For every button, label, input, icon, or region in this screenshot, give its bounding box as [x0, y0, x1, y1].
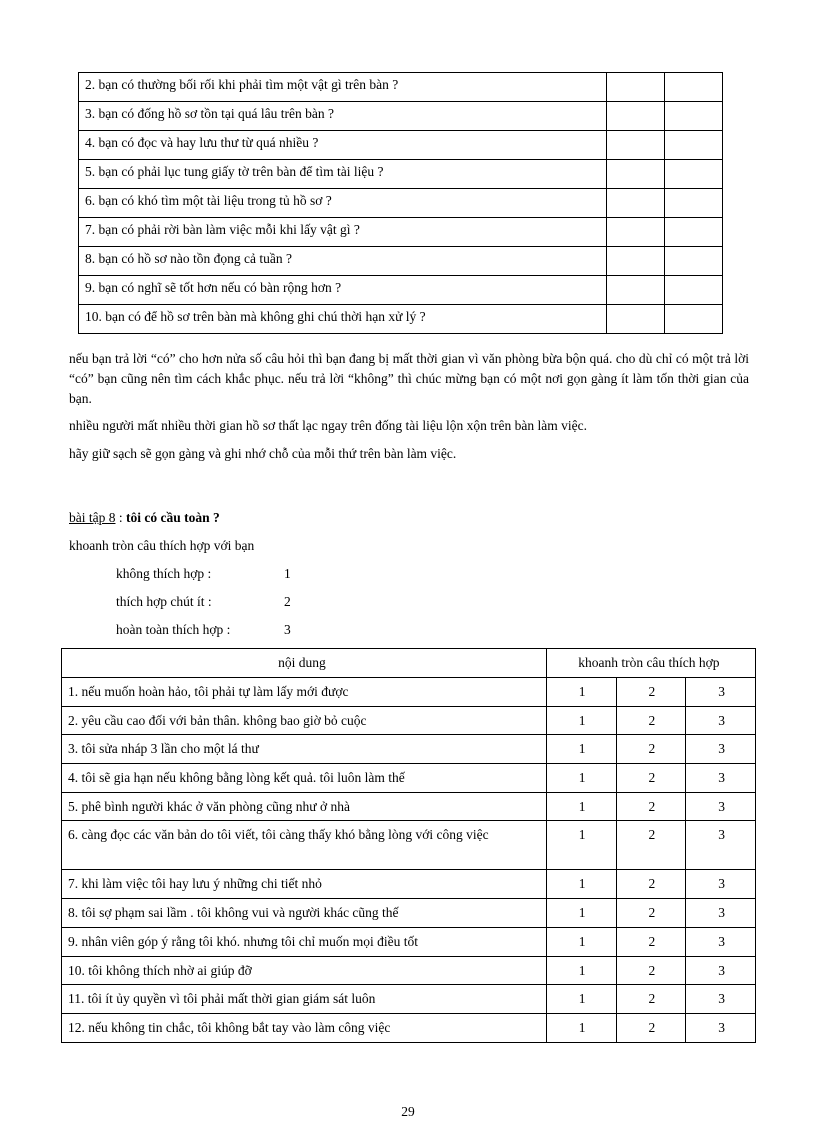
result-paragraph: nếu bạn trả lời “có” cho hơn nửa số câu hỏi thì bạn đang bị mất thời gian vì văn phòng bừa bộn quá. cho dù chỉ có một trả lời “có” bạn cũng nên tìm cách khắc phục. nếu trả lời “không” thì chúc mừng bạn có một nơi gọn gàng ít làm tốn thời gian của bạn.	[69, 351, 749, 406]
table-row	[79, 247, 723, 276]
choice-2[interactable]: 2	[616, 706, 686, 735]
table-row	[62, 1013, 756, 1042]
answer-cell	[607, 189, 665, 218]
question-cell: 4. bạn có đọc và hay lưu thư từ quá nhiều ?	[79, 131, 607, 160]
header-content: nội dung	[62, 649, 547, 678]
answer-cell	[665, 305, 723, 334]
choice-1[interactable]: 1	[546, 706, 616, 735]
choice-3[interactable]: 3	[686, 927, 756, 956]
statement-text: 2. yêu cầu cao đối với bản thân. không bao giờ bỏ cuộc	[68, 712, 367, 728]
choice-2[interactable]: 2	[616, 1013, 686, 1042]
table-row	[62, 678, 756, 707]
survey-table-1	[78, 72, 723, 334]
option-value: 2	[284, 594, 291, 609]
option-label: thích hợp chút ít :	[116, 594, 212, 609]
choice-1[interactable]: 1	[546, 678, 616, 707]
answer-cell	[607, 160, 665, 189]
table-row	[79, 276, 723, 305]
choice-2[interactable]: 2	[616, 956, 686, 985]
statement-text: 7. khi làm việc tôi hay lưu ý những chi tiết nhỏ	[68, 876, 322, 892]
table-header-row	[62, 649, 756, 678]
question-cell: 9. bạn có nghĩ sẽ tốt hơn nếu có bàn rộng hơn ?	[79, 276, 607, 305]
statement-text: 11. tôi ít ủy quyền vì tôi phải mất thời gian giám sát luôn	[68, 991, 376, 1007]
exercise-separator: :	[115, 510, 127, 525]
question-cell: 10. bạn có để hồ sơ trên bàn mà không ghi chú thời hạn xử lý ?	[79, 305, 607, 334]
statement-cell	[62, 870, 547, 899]
question-cell: 8. bạn có hồ sơ nào tồn đọng cả tuần ?	[79, 247, 607, 276]
table-row	[79, 73, 723, 102]
table-row	[62, 821, 756, 870]
question-cell: 3. bạn có đống hồ sơ tồn tại quá lâu trên bàn ?	[79, 102, 607, 131]
choice-1[interactable]: 1	[546, 985, 616, 1014]
choice-2[interactable]: 2	[616, 792, 686, 821]
table-row	[79, 218, 723, 247]
answer-cell	[665, 276, 723, 305]
table-row	[62, 764, 756, 793]
choice-3[interactable]: 3	[686, 764, 756, 793]
statement-cell	[62, 927, 547, 956]
survey-table-2	[61, 648, 756, 1043]
choice-3[interactable]: 3	[686, 735, 756, 764]
answer-cell	[665, 73, 723, 102]
choice-2[interactable]: 2	[616, 870, 686, 899]
statement-text: 12. nếu không tin chắc, tôi không bắt tay vào làm công việc	[68, 1019, 391, 1035]
choice-3[interactable]: 3	[686, 792, 756, 821]
statement-text: 9. nhân viên góp ý rằng tôi khó. nhưng tôi chỉ muốn mọi điều tốt	[68, 933, 419, 949]
statement-cell	[62, 735, 547, 764]
choice-1[interactable]: 1	[546, 927, 616, 956]
table-row	[62, 899, 756, 928]
instruction-text: khoanh tròn câu thích hợp với bạn	[69, 538, 255, 553]
table-row	[79, 102, 723, 131]
choice-1[interactable]: 1	[546, 764, 616, 793]
choice-3[interactable]: 3	[686, 678, 756, 707]
question-cell: 2. bạn có thường bối rối khi phải tìm một vật gì trên bàn ?	[79, 73, 607, 102]
statement-cell	[62, 792, 547, 821]
choice-2[interactable]: 2	[616, 927, 686, 956]
choice-3[interactable]: 3	[686, 706, 756, 735]
statement-text: 1. nếu muốn hoàn hảo, tôi phải tự làm lấy mới được	[68, 684, 349, 699]
statement-text: 5. phê bình người khác ở văn phòng cũng như ở nhà	[68, 798, 351, 814]
statement-text: 10. tôi không thích nhờ ai giúp đỡ	[68, 962, 252, 978]
choice-2[interactable]: 2	[616, 764, 686, 793]
choice-1[interactable]: 1	[546, 870, 616, 899]
note-paragraph: nhiều người mất nhiều thời gian hồ sơ thất lạc ngay trên đống tài liệu lộn xộn trên bàn làm việc.	[69, 418, 587, 433]
table-row	[62, 927, 756, 956]
choice-1[interactable]: 1	[546, 735, 616, 764]
answer-cell	[607, 247, 665, 276]
option-label: không thích hợp :	[116, 566, 212, 581]
option-value: 1	[284, 566, 291, 581]
advice-paragraph: hãy giữ sạch sẽ gọn gàng và ghi nhớ chỗ của mỗi thứ trên bàn làm việc.	[69, 446, 457, 461]
answer-cell	[607, 218, 665, 247]
table-row	[62, 870, 756, 899]
choice-3[interactable]: 3	[686, 985, 756, 1014]
answer-cell	[665, 102, 723, 131]
question-cell: 7. bạn có phải rời bàn làm việc mỗi khi lấy vật gì ?	[79, 218, 607, 247]
answer-cell	[607, 305, 665, 334]
choice-2[interactable]: 2	[616, 735, 686, 764]
table-row	[79, 305, 723, 334]
statement-text: 6. càng đọc các văn bản do tôi viết, tôi càng thấy khó bằng lòng với công việc	[68, 827, 489, 843]
question-cell: 5. bạn có phải lục tung giấy tờ trên bàn để tìm tài liệu ?	[79, 160, 607, 189]
answer-cell	[665, 131, 723, 160]
choice-1[interactable]: 1	[546, 1013, 616, 1042]
statement-cell	[62, 821, 547, 870]
statement-cell	[62, 1013, 547, 1042]
answer-cell	[607, 276, 665, 305]
statement-cell	[62, 764, 547, 793]
choice-2[interactable]: 2	[616, 821, 686, 870]
table-row	[62, 985, 756, 1014]
choice-3[interactable]: 3	[686, 821, 756, 870]
option-value: 3	[284, 622, 291, 637]
option-label: hoàn toàn thích hợp :	[116, 622, 231, 637]
choice-3[interactable]: 3	[686, 870, 756, 899]
answer-cell	[607, 102, 665, 131]
answer-cell	[665, 189, 723, 218]
answer-cell	[607, 73, 665, 102]
answer-cell	[665, 247, 723, 276]
statement-cell	[62, 706, 547, 735]
table-row	[79, 189, 723, 218]
statement-cell	[62, 678, 547, 707]
exercise-label: bài tập 8	[69, 510, 116, 525]
choice-2[interactable]: 2	[616, 899, 686, 928]
question-cell: 6. bạn có khó tìm một tài liệu trong tủ hồ sơ ?	[79, 189, 607, 218]
statement-cell	[62, 899, 547, 928]
table-row	[62, 706, 756, 735]
statement-cell	[62, 956, 547, 985]
statement-text: 4. tôi sẽ gia hạn nếu không bằng lòng kết quả. tôi luôn làm thế	[68, 770, 405, 786]
choice-2[interactable]: 2	[616, 678, 686, 707]
choice-1[interactable]: 1	[546, 899, 616, 928]
table-row	[79, 131, 723, 160]
table-row	[62, 792, 756, 821]
exercise-title: tôi có cầu toàn ?	[126, 510, 220, 525]
page-number: 29	[401, 1104, 415, 1119]
choice-1[interactable]: 1	[546, 792, 616, 821]
table-row	[79, 160, 723, 189]
answer-cell	[607, 131, 665, 160]
exercise-heading	[69, 510, 220, 526]
choice-3[interactable]: 3	[686, 956, 756, 985]
answer-cell	[665, 218, 723, 247]
statement-text: 8. tôi sợ phạm sai lầm . tôi không vui và người khác cũng thế	[68, 905, 399, 921]
choice-1[interactable]: 1	[546, 821, 616, 870]
answer-cell	[665, 160, 723, 189]
statement-cell	[62, 985, 547, 1014]
choice-3[interactable]: 3	[686, 1013, 756, 1042]
header-choice: khoanh tròn câu thích hợp	[546, 649, 755, 678]
choice-3[interactable]: 3	[686, 899, 756, 928]
choice-2[interactable]: 2	[616, 985, 686, 1014]
table-row	[62, 956, 756, 985]
table-row	[62, 735, 756, 764]
choice-1[interactable]: 1	[546, 956, 616, 985]
statement-text: 3. tôi sửa nháp 3 lần cho một lá thư	[68, 741, 259, 757]
